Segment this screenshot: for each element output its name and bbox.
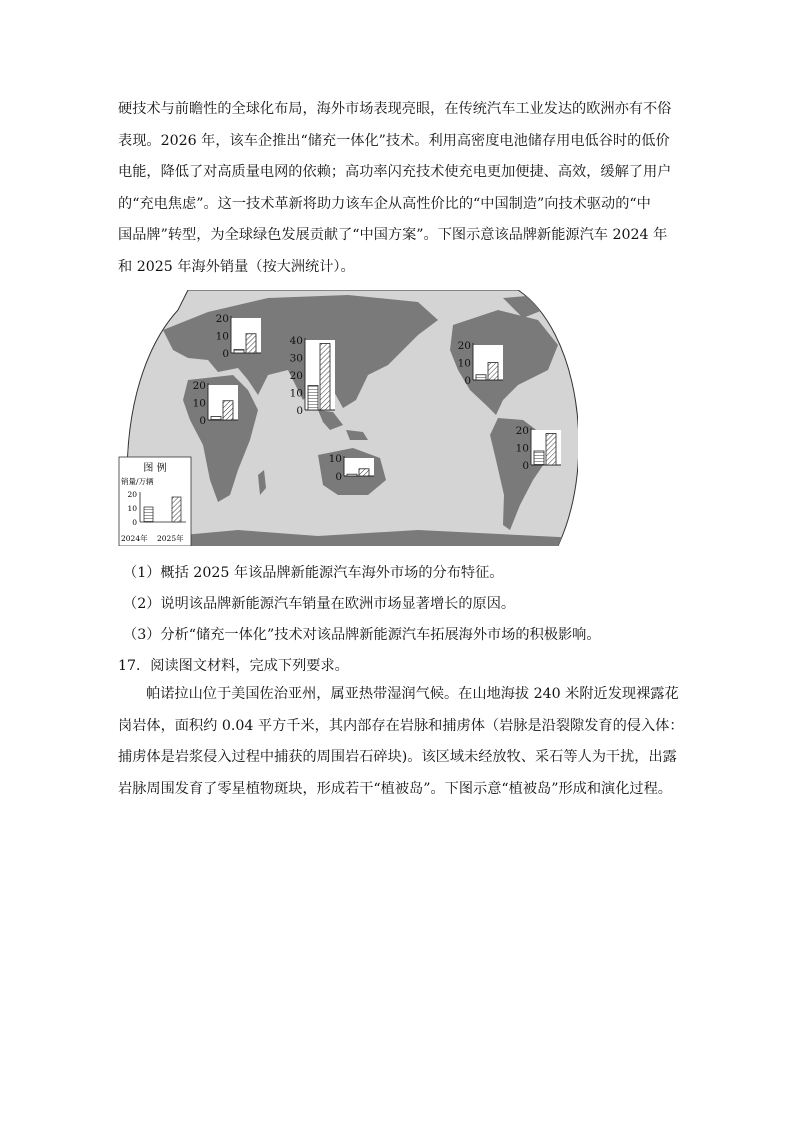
intro-line: 的“充电焦虑”。这一技术革新将助力该车企从高性价比的“中国制造”向技术驱动的“中 [118,195,651,212]
passage-line: 捕虏体是岩浆侵入过程中捕获的周围岩石碎块)。该区域未经放牧、采石等人为干扰，出露 [118,749,677,765]
tick-label: 30 [289,352,303,365]
tick-label: 40 [289,335,303,347]
bar-2024 [534,451,544,465]
tick-label: 20 [515,425,529,437]
legend-tick: 20 [127,490,137,499]
tick-label: 10 [515,442,529,455]
legend-bar-2024 [144,507,153,522]
region-chart-north_america [458,340,503,387]
bar-2024 [211,417,221,421]
tick-label: 0 [222,348,229,360]
region-chart-north_europe [216,313,261,360]
intro-line: 电能，降低了对高质量电网的依赖；高功率闪充技术使充电更加便捷、高效，缓解了用户 [118,164,672,180]
tick-label: 10 [215,330,229,343]
tick-label: 10 [289,387,303,400]
question-17-heading: 17．阅读图文材料，完成下列要求。 [118,658,349,674]
tick-label: 20 [192,380,206,392]
intro-paragraph [118,94,693,283]
tick-label: 0 [335,471,342,483]
intro-line: 和 2025 年海外销量（按大洲统计）。 [118,258,355,275]
legend-tick: 0 [132,518,137,527]
bar-2024 [308,386,318,411]
tick-label: 0 [296,405,303,417]
legend-box [119,457,191,546]
legend-title: 图 例 [143,463,167,474]
region-chart-africa_europe [193,380,238,427]
question-17-passage [118,679,693,805]
intro-line: 表现。2026 年，该车企推出“储充一体化”技术。利用高密度电池储存用电低谷时的低价 [118,132,670,149]
tick-label: 20 [289,370,303,382]
legend-series-label-2024: 2024年 [121,534,148,543]
bar-2025 [359,469,369,476]
legend-bar-2025 [172,497,181,522]
region-chart-south_america [516,425,561,472]
world-sales-map [118,290,578,546]
intro-line: 国品牌”转型，为全球绿色发展贡献了“中国方案”。下图示意该品牌新能源汽车 2024 年 [118,227,668,243]
tick-label: 0 [522,460,529,472]
bar-2024 [347,474,357,476]
tick-label: 0 [464,375,471,387]
tick-label: 10 [457,357,471,370]
tick-label: 10 [328,453,342,465]
passage-line: 岗岩体，面积约 0.04 平方千米，其内部存在岩脉和捕虏体（岩脉是沿裂隙发育的侵入体： [118,717,684,734]
legend-series-label-2025: 2025年 [157,534,184,543]
bar-2025 [246,334,256,353]
passage-line: 帕诺拉山位于美国佐治亚州，属亚热带湿润气候。在山地海拔 240 米附近发现裸露花 [146,686,679,702]
bar-2025 [223,401,233,420]
tick-label: 0 [199,415,206,427]
question-3: （3）分析“储充一体化”技术对该品牌新能源汽车拓展海外市场的积极影响。 [123,627,601,643]
bar-2025 [320,344,330,411]
tick-label: 10 [192,397,206,410]
bar-2024 [476,375,486,380]
bar-2024 [234,350,244,354]
bar-2025 [546,434,556,466]
passage-line: 岩脉周围发育了零星植物斑块，形成若干“植被岛”。下图示意“植被岛”形成和演化过程。 [118,780,672,797]
bar-2025 [488,363,498,381]
question-2: （2）说明该品牌新能源汽车销量在欧洲市场显著增长的原因。 [123,596,516,612]
question-1: （1）概括 2025 年该品牌新能源汽车海外市场的分布特征。 [123,565,504,581]
map-background [127,290,578,546]
intro-line: 硬技术与前瞻性的全球化布局，海外市场表现亮眼，在传统汽车工业发达的欧洲亦有不俗 [118,101,672,117]
legend-tick: 10 [127,504,137,513]
tick-label: 20 [215,313,229,325]
legend-unit-label: 销量/万辆 [121,477,154,486]
tick-label: 20 [457,340,471,352]
